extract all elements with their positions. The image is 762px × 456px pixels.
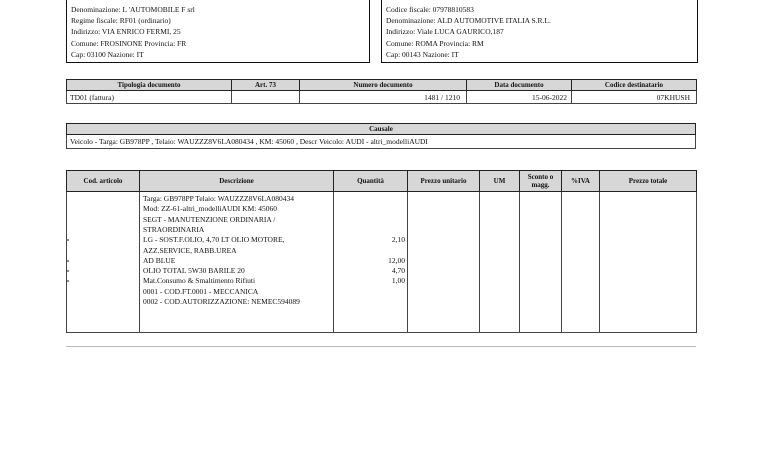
description-line: AD BLUE [143, 255, 176, 265]
um-cell [480, 192, 520, 333]
numero-documento-value: 1481 / 1210 [300, 91, 467, 104]
causale-table [66, 123, 696, 149]
description-line: LG - SOST.F.OLIO, 4,70 LT OLIO MOTORE, [143, 235, 285, 245]
description-line: Mod: ZZ-61-altri_modelliAUDI KM: 45060 [143, 204, 277, 214]
header-numero-documento: Numero documento [300, 80, 467, 91]
description-line: Targa: GB978PP Telaio: WAUZZZ8V6LA080434 [143, 194, 294, 203]
header-um: UM [480, 171, 520, 192]
footer-divider [66, 346, 696, 347]
header-data-documento: Data documento [467, 80, 572, 91]
header-prezzo-unitario: Prezzo unitario [408, 171, 480, 192]
quantita-cell [334, 192, 408, 333]
row-marker [67, 270, 69, 272]
header-art-73: Art. 73 [232, 80, 300, 91]
description-line: 0001 - COD.FT.0001 - MECCANICA [143, 286, 259, 296]
cod-articolo-cell [67, 192, 140, 333]
description-line: 0002 - COD.AUTORIZZAZIONE: NEMEC594089 [143, 297, 300, 306]
header-prezzo-totale: Prezzo totale [600, 171, 697, 192]
prezzo-totale-cell [600, 192, 697, 333]
cessionario-cap: Cap: 00143 Nazione: IT [386, 50, 459, 59]
table-row [67, 192, 697, 333]
quantity-value: 4,70 [391, 266, 405, 276]
cedente-comune: Comune: FROSINONE Provincia: FR [71, 39, 187, 48]
cessionario-denominazione: Denominazione: ALD AUTOMOTIVE ITALIA S.R.L. [386, 16, 551, 25]
header-cod-articolo: Cod. articolo [67, 171, 140, 192]
causale-text: Veicolo - Targa: GB978PP , Telaio: WAUZZZ8V6LA080434 , KM: 45060 , Descr Veicolo: AUDI - altri_modelliAUDI [67, 135, 696, 149]
cedente-indirizzo: Indirizzo: VIA ENRICO FERMI, 25 [71, 27, 181, 36]
header-sconto-magg: Sconto o magg. [520, 171, 562, 192]
cessionario-codice-fiscale: Codice fiscale: 07978810583 [386, 5, 474, 14]
row-marker [67, 239, 69, 241]
cessionario-indirizzo: Indirizzo: Viale LUCA GAURICO,187 [386, 27, 504, 36]
iva-cell [562, 192, 600, 333]
prezzo-unitario-cell [408, 192, 480, 333]
data-documento-value: 15-06-2022 [467, 91, 572, 104]
quantity-value: 12,00 [388, 255, 405, 265]
description-line: AZZ.SERVICE, RABB.UREA [143, 245, 237, 255]
cedente-denominazione: Denominazione: L 'AUTOMOBILE F srl [71, 5, 195, 14]
header-iva: %IVA [562, 171, 600, 192]
tipologia-documento-value: TD01 (fattura) [67, 91, 232, 104]
header-codice-destinatario: Codice destinatario [572, 80, 697, 91]
header-quantita: Quantità [334, 171, 408, 192]
cedente-box [66, 0, 370, 63]
row-marker [67, 260, 69, 262]
cedente-regime: Regime fiscale: RF01 (ordinario) [71, 16, 171, 25]
row-marker [67, 280, 69, 282]
cessionario-box [381, 0, 698, 63]
cessionario-comune: Comune: ROMA Provincia: RM [386, 39, 484, 48]
quantity-value: 2,10 [391, 235, 405, 245]
table-row [67, 91, 697, 104]
header-tipologia-documento: Tipologia documento [67, 80, 232, 91]
quantity-value: 1,00 [391, 276, 405, 286]
document-info-table [66, 79, 697, 104]
causale-header: Causale [67, 124, 696, 135]
codice-destinatario-value: 07KHUSH [572, 91, 697, 104]
table-row [67, 135, 696, 149]
invoice-lines-table [66, 170, 697, 333]
description-line: SEGT - MANUTENZIONE ORDINARIA / [143, 214, 276, 224]
descrizione-cell [140, 192, 334, 333]
art-73-value [232, 91, 300, 104]
description-line: OLIO TOTAL 5W30 BARILE 20 [143, 266, 245, 276]
description-line: STRAORDINARIA [143, 224, 205, 234]
description-line: Mat.Consumo & Smaltimento Rifiuti [143, 276, 256, 286]
header-descrizione: Descrizione [140, 171, 334, 192]
cedente-cap: Cap: 03100 Nazione: IT [71, 50, 144, 59]
sconto-cell [520, 192, 562, 333]
